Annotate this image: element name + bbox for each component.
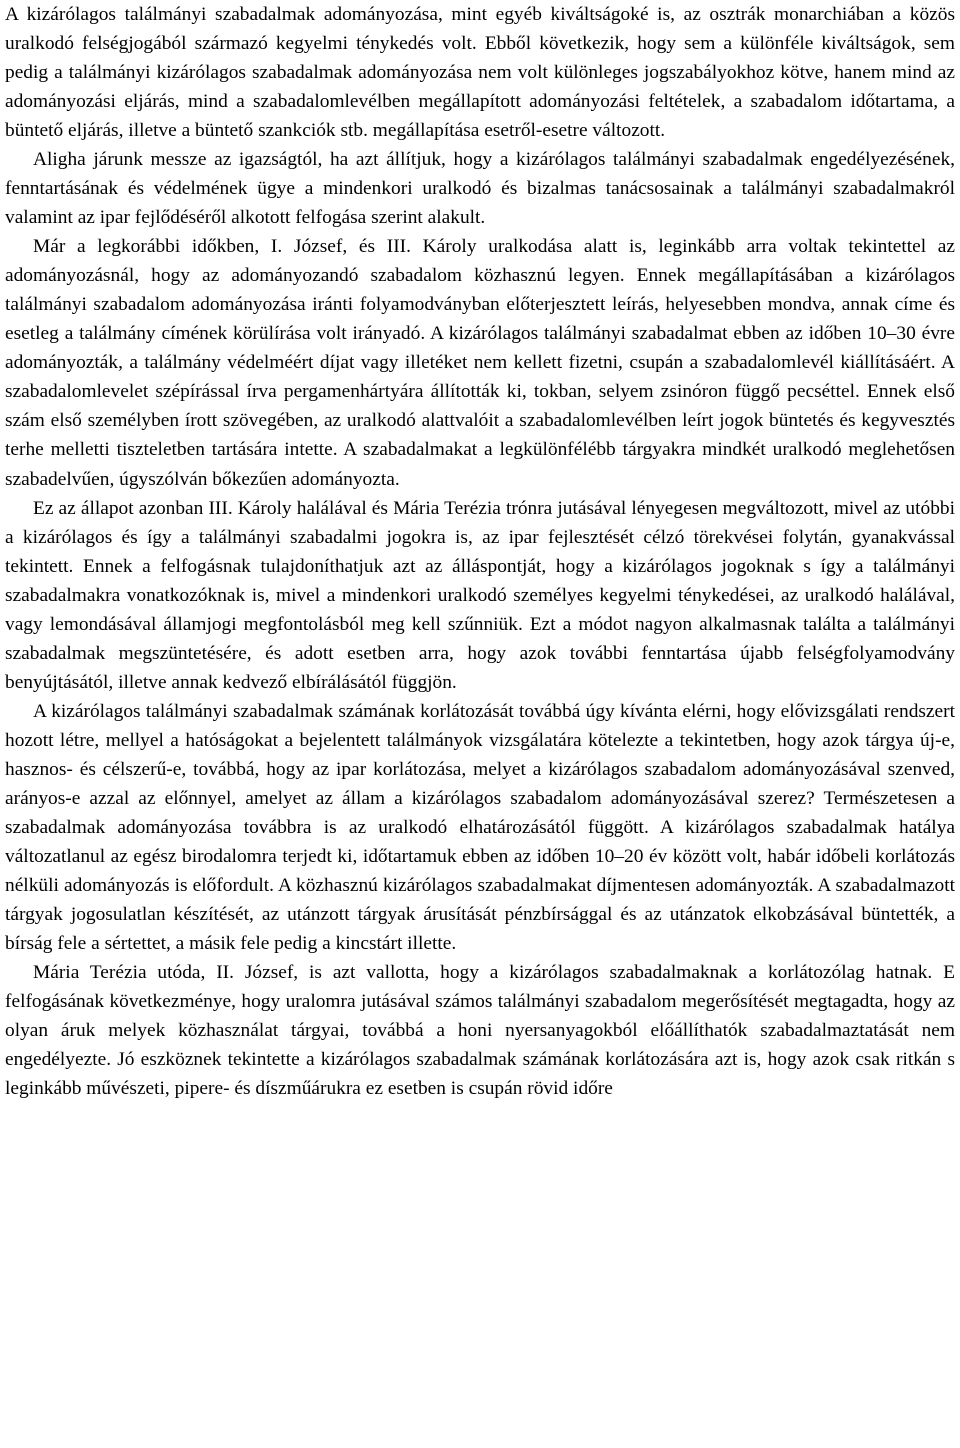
paragraph: A kizárólagos találmányi szabadalmak adományozása, mint egyéb kiváltságoké is, az osztrák monarchiában a közös uralkodó felségjogából származó kegyelmi ténykedés volt. Ebből következik, hogy sem a különféle kiváltságok, sem pedig a találmányi kizárólagos szabadalmak adományozása nem volt különleges jogszabályokhoz kötve, hanem mind az adományozási eljárás, mind a szabadalomlevélben megállapított adományozási feltételek, a szabadalom időtartama, a büntető eljárás, illetve a büntető szankciók stb. megállapítása esetről-esetre változott. bbox=[5, 4, 955, 142]
paragraph: Mária Terézia utóda, II. József, is azt vallotta, hogy a kizárólagos szabadalmaknak a korlátozólag hatnak. E felfogásának következménye, hogy uralomra jutásával számos találmányi szabadalom megerősítését megtagadta, hogy az olyan áruk melyek közhasználat tárgyai, továbbá a honi nyersanyagokból előállíthatók szabadalmaztatását nem engedélyezte. Jó eszköznek tekintette a kizárólagos szabadalmak számának korlátozására azt is, hogy azok csak ritkán s leginkább művészeti, pipere- és díszműárukra ez esetben is csupán rövid időre bbox=[5, 962, 955, 1100]
paragraph: A kizárólagos találmányi szabadalmak számának korlátozását továbbá úgy kívánta elérni, hogy elővizsgálati rendszert hozott létre, mellyel a hatóságokat a bejelentett találmányok vizsgálatára kötelezte a tekintetben, hogy azok tárgya új-e, hasznos- és célszerű-e, továbbá, hogy az ipar korlátozása, melyet a kizárólagos szabadalom adományozásával szenved, arányos-e azzal az előnnyel, amelyet az állam a kizárólagos szabadalom adományozásával szerez? Természetesen a szabadalmak adományozása továbbra is az uralkodó elhatározásától függött. A kizárólagos szabadalmak hatálya változatlanul az egész birodalomra terjedt ki, időtartamuk ebben az időben 10–20 év között volt, habár időbeli korlátozás nélküli adományozás is előfordult. A közhasznú kizárólagos szabadalmakat díjmentesen adományozták. A szabadalmazott tárgyak jogosulatlan készítését, az utánzott tárgyak árusítását pénzbírsággal és az utánzatok elkobzásával büntették, a bírság fele a sértettet, a másik fele pedig a kincstárt illette. bbox=[5, 700, 955, 954]
paragraph: Már a legkorábbi időkben, I. József, és III. Károly uralkodása alatt is, leginkább arra voltak tekintettel az adományozásnál, hogy az adományozandó szabadalom közhasznú legyen. Ennek megállapításában a kizárólagos találmányi szabadalom adományozása iránti folyamodványban előterjesztett leírás, helyesebben mondva, annak címe és esetleg a találmány címének körülírása volt irányadó. A kizárólagos találmányi szabadalmat ebben az időben 10–30 évre adományozták, a találmány védelméért díjat vagy illetéket nem kellett fizetni, csupán a szabadalomlevél kiállításáért. A szabadalomlevelet szépírással írva pergamenhártyára állították ki, tokban, selyem zsinóron függő pecséttel. Ennek első szám első személyben írott szövegében, az uralkodó alattvalóit a szabadalomlevélben leírt jogok büntetés és kegyvesztés terhe melletti tiszteletben tartására intette. A szabadalmakat a legkülönfélébb tárgyakra mindkét uralkodó meglehetősen szabadelvűen, úgyszólván bőkezűen adományozta. bbox=[5, 236, 955, 490]
paragraph: Aligha járunk messze az igazságtól, ha azt állítjuk, hogy a kizárólagos találmányi szabadalmak engedélyezésének, fenntartásának és védelmének ügye a mindenkori uralkodó és bizalmas tanácsosainak a találmányi szabadalmakról valamint az ipar fejlődéséről alkotott felfogása szerint alakult. bbox=[5, 149, 955, 229]
document-page bbox=[5, 0, 955, 1103]
paragraph: Ez az állapot azonban III. Károly halálával és Mária Terézia trónra jutásával lényegesen megváltozott, mivel az utóbbi a kizárólagos és így a találmányi szabadalmi jogokra is, az ipar fejlesztését célzó törekvései folytán, gyanakvással tekintett. Ennek a felfogásnak tulajdoníthatjuk azt az álláspontját, hogy a kizárólagos jogoknak s így a találmányi szabadalmakra vonatkozóknak is, mivel a mindenkori uralkodó személyes kegyelmi ténykedései, az uralkodó halálával, vagy lemondásával államjogi megfontolásból meg kell szűnniük. Ezt a módot nagyon alkalmasnak találta a találmányi szabadalmak megszüntetésére, és adott esetben arra, hogy azok további fenntartása újabb felségfolyamodvány benyújtásától, illetve annak kedvező elbírálásától függjön. bbox=[5, 497, 955, 693]
